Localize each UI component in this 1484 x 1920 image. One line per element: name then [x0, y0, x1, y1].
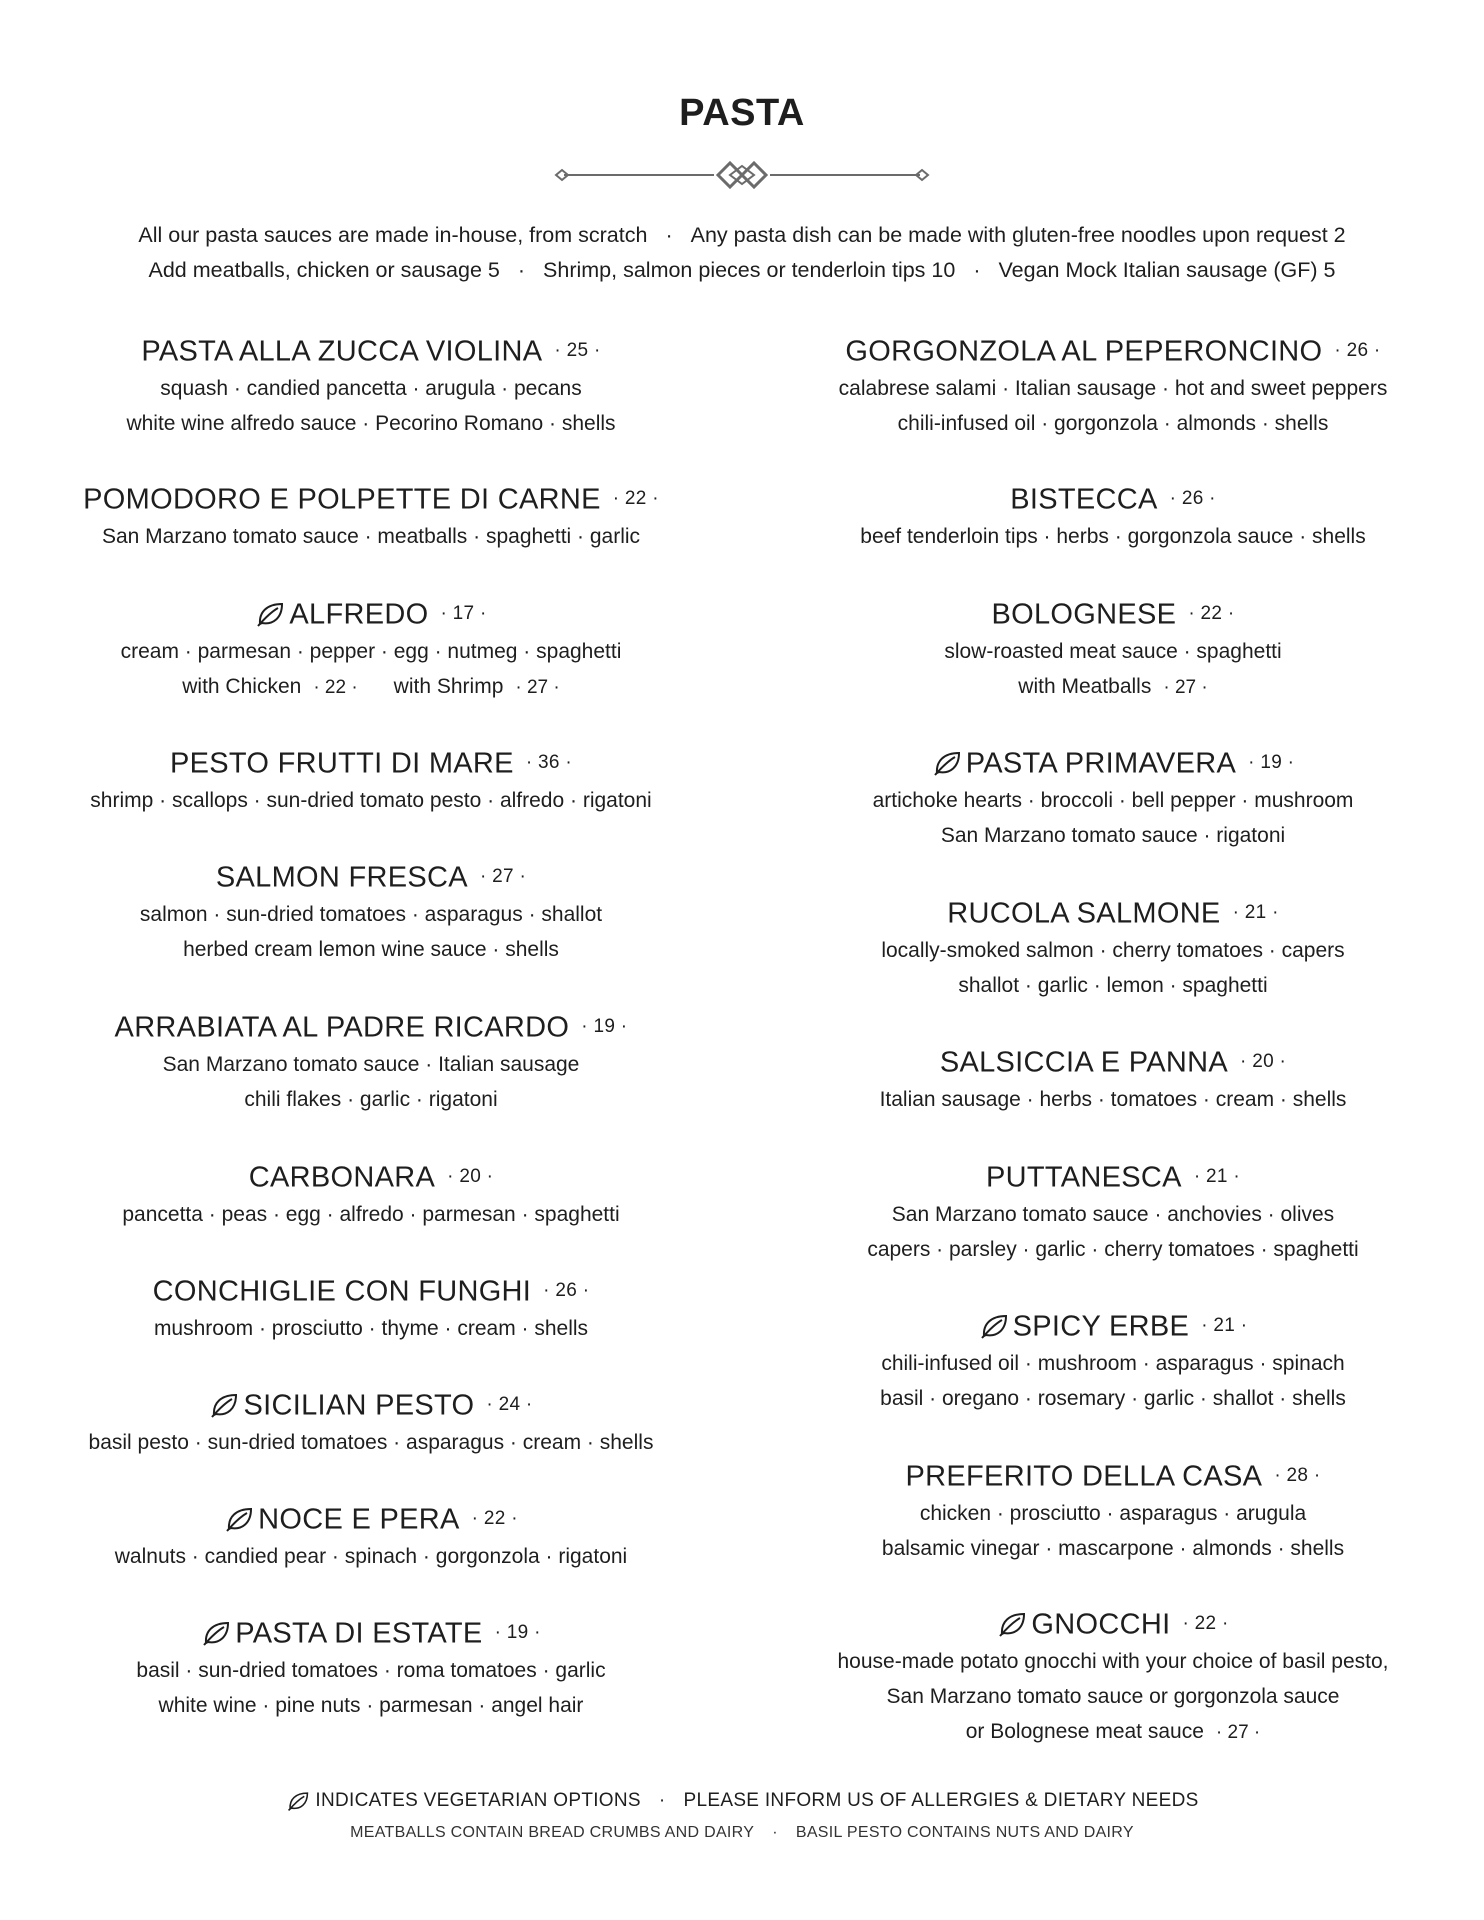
dish-options [742, 1714, 1484, 1750]
separator: · [517, 258, 526, 282]
menu-item [742, 593, 1484, 705]
menu-item [742, 1041, 1484, 1117]
dish-name: PUTTANESCA [986, 1161, 1182, 1194]
dish-description: chili-infused oil · mushroom · asparagus · spinach [881, 1352, 1345, 1376]
dish-price: · 22 · [612, 488, 659, 510]
dish-description: San Marzano tomato sauce or gorgonzola sauce [886, 1685, 1340, 1709]
dish-name: ARRABIATA AL PADRE RICARDO [114, 1011, 570, 1044]
menu-item [0, 1612, 742, 1723]
menu-item [742, 1603, 1484, 1750]
menu-item [0, 1156, 742, 1232]
menu-item [0, 330, 742, 441]
leaf-icon [979, 1312, 1009, 1340]
menu-item [0, 1270, 742, 1346]
leaf-icon [224, 1505, 254, 1533]
dish-name: CONCHIGLIE CON FUNGHI [152, 1275, 532, 1308]
leaf-icon [285, 1790, 311, 1812]
option-meatballs [1018, 669, 1207, 705]
dish-price: · 27 · [479, 866, 527, 888]
leaf-icon [932, 749, 962, 777]
option-price: · 22 · [313, 677, 358, 699]
dish-description: salmon · sun-dried tomatoes · asparagus · shallot [139, 903, 603, 927]
dish-price: · 20 · [1240, 1051, 1287, 1073]
dish-description: calabrese salami · Italian sausage · hot and sweet peppers [838, 377, 1388, 401]
dish-price: · 19 · [581, 1016, 628, 1038]
dish-description: beef tenderloin tips · herbs · gorgonzola sauce · shells [860, 525, 1366, 549]
option-chicken [182, 669, 357, 705]
dish-price: · 26 · [1169, 488, 1216, 510]
option-label: with Meatballs [1018, 675, 1152, 699]
dish-name: GORGONZOLA AL PEPERONCINO [845, 335, 1323, 368]
leaf-icon [997, 1610, 1027, 1638]
dish-description: basil · sun-dried tomatoes · roma tomatoes · garlic [136, 1659, 606, 1683]
dish-description: chicken · prosciutto · asparagus · arugula [919, 1502, 1307, 1526]
dish-price: · 26 · [543, 1280, 590, 1302]
menu-item [0, 593, 742, 705]
intro-sauce-note: All our pasta sauces are made in-house, from scratch [138, 223, 648, 247]
dish-description: shrimp · scallops · sun-dried tomato pesto · alfredo · rigatoni [90, 789, 652, 813]
dish-options [0, 669, 742, 705]
option-label: or Bolognese meat sauce [965, 1720, 1204, 1744]
dish-description: San Marzano tomato sauce · Italian sausage [162, 1053, 580, 1077]
dish-description: chili flakes · garlic · rigatoni [244, 1088, 498, 1112]
meatballs-note: MEATBALLS CONTAIN BREAD CRUMBS AND DAIRY [350, 1824, 755, 1841]
option-price: · 27 · [1163, 677, 1208, 699]
dish-name: SALMON FRESCA [215, 861, 468, 894]
dish-name: SALSICCIA E PANNA [939, 1046, 1229, 1079]
leaf-icon [209, 1391, 239, 1419]
dish-description: squash · candied pancetta · arugula · pecans [160, 377, 582, 401]
dish-name: SICILIAN PESTO [243, 1389, 475, 1422]
dish-description: walnuts · candied pear · spinach · gorgonzola · rigatoni [114, 1545, 628, 1569]
option-price: · 27 · [1215, 1722, 1261, 1744]
dish-name: PASTA DI ESTATE [235, 1617, 483, 1650]
dish-price: · 19 · [1248, 752, 1295, 774]
menu-item [0, 1498, 742, 1574]
menu-item [742, 1305, 1484, 1416]
dish-description: balsamic vinegar · mascarpone · almonds · shells [881, 1537, 1345, 1561]
dish-description: cream · parmesan · pepper · egg · nutmeg · spaghetti [120, 640, 622, 664]
dish-name: CARBONARA [248, 1161, 436, 1194]
dish-price: · 21 · [1201, 1315, 1248, 1337]
dish-name: PASTA PRIMAVERA [965, 747, 1237, 780]
option-shrimp [394, 669, 560, 705]
dish-price: · 17 · [440, 603, 487, 625]
leaf-icon [255, 600, 285, 628]
dish-price: · 22 · [1188, 603, 1235, 625]
option-label: with Shrimp [393, 675, 504, 699]
page-title: PASTA [679, 92, 805, 134]
allergy-note: PLEASE INFORM US OF ALLERGIES & DIETARY NEEDS [683, 1790, 1199, 1811]
dish-description: white wine alfredo sauce · Pecorino Romano · shells [126, 412, 616, 436]
leaf-icon [201, 1619, 231, 1647]
separator: · [665, 223, 673, 247]
dish-description: artichoke hearts · broccoli · bell pepper · mushroom [872, 789, 1354, 813]
dish-price: · 20 · [447, 1166, 494, 1188]
menu-item [742, 330, 1484, 441]
intro-addon-seafood: Shrimp, salmon pieces or tenderloin tips 10 [543, 258, 956, 282]
dish-name: RUCOLA SALMONE [947, 897, 1221, 930]
menu-item [0, 742, 742, 818]
dish-name: BOLOGNESE [991, 598, 1177, 631]
dish-name: BISTECCA [1010, 483, 1158, 516]
menu-item [742, 742, 1484, 853]
separator: · [658, 1790, 666, 1811]
option-label: with Chicken [182, 675, 302, 699]
dish-price: · 24 · [486, 1394, 533, 1416]
dish-description: herbed cream lemon wine sauce · shells [183, 938, 559, 962]
dish-price: · 28 · [1274, 1465, 1321, 1487]
dish-description: capers · parsley · garlic · cherry tomatoes · spaghetti [867, 1238, 1359, 1262]
dish-price: · 25 · [554, 340, 601, 362]
dish-description: basil · oregano · rosemary · garlic · shallot · shells [880, 1387, 1346, 1411]
right-menu-column [742, 0, 1484, 1920]
menu-item [742, 1156, 1484, 1267]
dish-description: San Marzano tomato sauce · rigatoni [940, 824, 1286, 848]
menu-item [742, 1455, 1484, 1566]
dish-description: San Marzano tomato sauce · anchovies · olives [891, 1203, 1335, 1227]
menu-item [0, 1384, 742, 1460]
footer-line-2 [0, 1818, 1484, 1848]
separator: · [973, 258, 981, 282]
dish-options [742, 669, 1484, 705]
intro-addon-meat: Add meatballs, chicken or sausage 5 [148, 258, 500, 282]
dish-description: Italian sausage · herbs · tomatoes · cream · shells [879, 1088, 1347, 1112]
dish-name: PASTA ALLA ZUCCA VIOLINA [141, 335, 543, 368]
dish-description: locally-smoked salmon · cherry tomatoes · capers [881, 939, 1345, 963]
dish-description: pancetta · peas · egg · alfredo · parmesan · spaghetti [122, 1203, 620, 1227]
dish-price: · 21 · [1193, 1166, 1240, 1188]
dish-price: · 22 · [471, 1508, 518, 1530]
dish-description: slow-roasted meat sauce · spaghetti [944, 640, 1282, 664]
intro-addon-vegan: Vegan Mock Italian sausage (GF) 5 [998, 258, 1336, 282]
dish-name: POMODORO E POLPETTE DI CARNE [83, 483, 601, 516]
dish-description: shallot · garlic · lemon · spaghetti [958, 974, 1268, 998]
footer-line-1 [0, 1784, 1484, 1818]
menu-item [742, 478, 1484, 554]
dish-price: · 19 · [494, 1622, 541, 1644]
pesto-note: BASIL PESTO CONTAINS NUTS AND DAIRY [795, 1824, 1134, 1841]
dish-price: · 22 · [1182, 1613, 1229, 1635]
dish-price: · 26 · [1334, 340, 1381, 362]
dish-description: San Marzano tomato sauce · meatballs · spaghetti · garlic [101, 525, 641, 549]
option-bolognese [966, 1714, 1261, 1750]
separator: · [772, 1824, 778, 1841]
menu-item [0, 1006, 742, 1117]
dish-name: GNOCCHI [1031, 1608, 1171, 1641]
vegetarian-legend: INDICATES VEGETARIAN OPTIONS [315, 1790, 641, 1811]
dish-name: ALFREDO [289, 598, 429, 631]
dish-name: PESTO FRUTTI DI MARE [170, 747, 514, 780]
menu-item [0, 856, 742, 967]
menu-item [742, 892, 1484, 1003]
dish-description: chili-infused oil · gorgonzola · almonds · shells [897, 412, 1329, 436]
dish-name: NOCE E PERA [258, 1503, 460, 1536]
dish-name: PREFERITO DELLA CASA [905, 1460, 1263, 1493]
dish-description: house-made potato gnocchi with your choice of basil pesto, [837, 1650, 1389, 1674]
dish-description: white wine · pine nuts · parmesan · angel hair [158, 1694, 584, 1718]
option-price: · 27 · [515, 677, 560, 699]
intro-gluten-free-note: Any pasta dish can be made with gluten-free noodles upon request 2 [690, 223, 1346, 247]
dish-price: · 21 · [1232, 902, 1279, 924]
dish-description: mushroom · prosciutto · thyme · cream · shells [153, 1317, 589, 1341]
menu-item [0, 478, 742, 554]
dish-name: SPICY ERBE [1012, 1310, 1190, 1343]
footer-notes [0, 1784, 1484, 1848]
dish-description: basil pesto · sun-dried tomatoes · asparagus · cream · shells [88, 1431, 654, 1455]
dish-price: · 36 · [525, 752, 572, 774]
